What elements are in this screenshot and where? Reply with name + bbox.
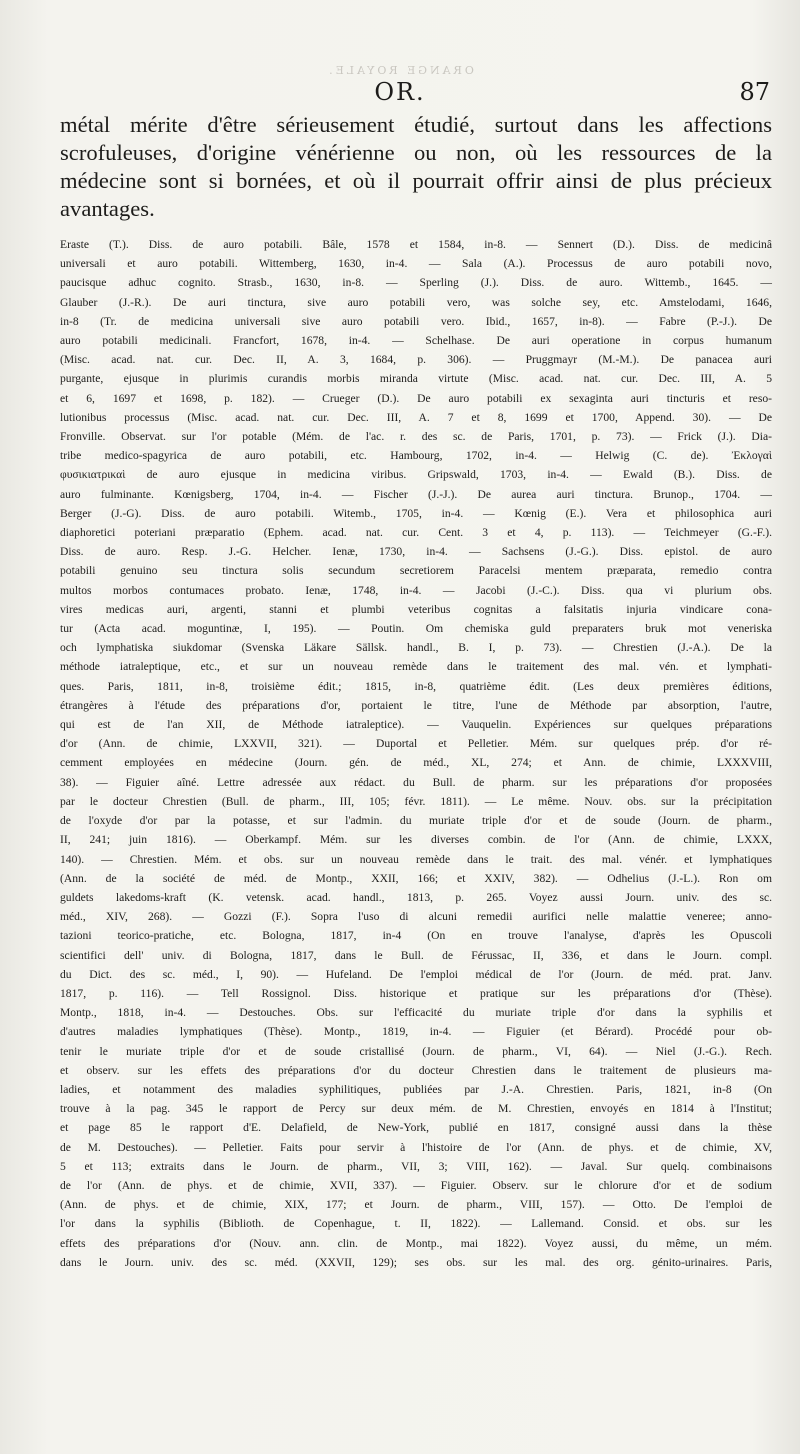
bibliography-line: vires medicas auri, argenti, stanni et plumbi veteribus cognitas a falsitatis injuria vindicare cona- <box>60 602 772 616</box>
bibliography-line: Diss. de auro. Resp. J.-G. Helcher. Ienæ, 1730, in-4. — Sachsens (J.-G.). Diss. epistol. de auro <box>60 545 772 559</box>
bibliography-block <box>60 235 772 1272</box>
bibliography-line: (Ann. de la société de méd. de Montp., XXII, 166; et XXIV, 382). — Odhelius (J.-L.). Ron om <box>60 871 772 885</box>
bibliography-line: Glauber (J.-R.). De auri tinctura, sive auro potabili vero, was solche sey, etc. Amstelodami, 1646, <box>60 295 772 309</box>
bibliography-line: auro fulminante. Kœnigsberg, 1704, in-4. — Fischer (J.-J.). De aurea auri tinctura. Brunop., 1704. — <box>60 487 772 501</box>
bibliography-line: par le docteur Chrestien (Bull. de pharm., III, 105; févr. 1811). — Le même. Nouv. obs. sur la précipitation <box>60 794 772 808</box>
bibliography-line: guldets lakedoms-kraft (K. vetensk. acad. handl., 1813, p. 265. Voyez aussi Journ. univ. des sc. <box>60 890 772 904</box>
bibliography-line: de l'or (Ann. de phys. et de chimie, XVII, 337). — Figuier. Observ. sur le chlorure d'or et de sodium <box>60 1178 772 1192</box>
bibliography-line: 140). — Chrestien. Mém. et obs. sur un nouveau remède dans le trait. des mal. vénér. et lymphatiques <box>60 852 772 866</box>
bibliography-line: dans le Journ. univ. des sc. méd. (XXVII, 129); ses obs. sur les mal. des org. génito-urinaires. Paris, <box>60 1255 772 1269</box>
bibliography-line: méthode iatraleptique, etc., et sur un nouveau remède dans le traitement des mal. vén. et lymphati- <box>60 660 772 674</box>
bibliography-line: (Ann. de phys. et de chimie, XIX, 177; et Journ. de pharm., VIII, 157). — Otto. De l'emploi de <box>60 1198 772 1212</box>
bibliography-line: ques. Paris, 1811, in-8, troisième édit.; 1815, in-8, quatrième édit. (Les deux premières éditions, <box>60 679 772 693</box>
bibliography-line: l'or dans la syphilis (Biblioth. de Copenhague, t. II, 1822). — Lallemand. Consid. et obs. sur les <box>60 1217 772 1231</box>
bibliography-line: et page 85 le rapport d'E. Delafield, de New-York, publié en 1817, consigné aussi dans la thèse <box>60 1121 772 1135</box>
body-paragraph <box>60 111 772 223</box>
bibliography-line: Montp., 1818, in-4. — Destouches. Obs. sur l'efficacité du muriate triple d'or dans la syphilis et <box>60 1006 772 1020</box>
body-text-line: avantages. <box>60 196 155 221</box>
bibliography-line: in-8 (Tr. de medicina universali sive auro potabili vero. Ibid., 1657, in-8). — Fabre (P.-J.). De <box>60 314 772 328</box>
bibliography-line: och lymphatiska siukdomar (Svenska Läkare Sällsk. handl., B. I, p. 73). — Chrestien (J.-A.). De la <box>60 641 772 655</box>
bibliography-line: (Misc. acad. nat. cur. Dec. II, A. 3, 1684, p. 306). — Pruggmayr (M.-M.). De panacea auri <box>60 353 772 367</box>
bibliography-line: qui est de l'an XII, de Méthode iatraleptice). — Vauquelin. Expériences sur quelques préparations <box>60 718 772 732</box>
bibliography-line: trouve à la pag. 345 le rapport de Percy sur deux mém. de M. Chrestien, envoyés en 1814 à l'Institut; <box>60 1102 772 1116</box>
bleed-through-text: ORANGE ROYALE. <box>326 64 474 77</box>
bibliography-line: ladies, et notamment des maladies syphilitiques, publiées par J.-A. Chrestien. Paris, 1821, in-8 (On <box>60 1082 772 1096</box>
bibliography-line: Eraste (T.). Diss. de auro potabili. Bâle, 1578 et 1584, in-8. — Sennert (D.). Diss. de medicinâ <box>60 238 772 251</box>
bibliography-line: d'autres maladies lymphatiques (Thèse). Montp., 1819, in-4. — Figuier (et Bérard). Procédé pour ob- <box>60 1025 772 1039</box>
bibliography-line: paucisque adhuc cognito. Strasb., 1630, in-8. — Sperling (J.). Diss. de auro. Wittemb., 1645. — <box>60 276 772 290</box>
bibliography-line: tur (Acta acad. moguntinæ, I, 195). — Poutin. Om chemiska guld preparaters bruk mot veneriska <box>60 622 772 636</box>
bibliography-line: 1817, p. 116). — Tell Rossignol. Diss. historique et pratique sur les préparations d'or (Thèse). <box>60 986 772 1000</box>
bibliography-line: tenir le muriate triple d'or et de soude cristallisé (Journ. de pharm., VI, 64). — Niel (J.-G.). Rech. <box>60 1044 772 1058</box>
page-header <box>0 78 800 114</box>
bibliography-line: tazioni teorico-pratiche, etc. Bologna, 1817, in-4 (On en trouve l'analyse, d'après les Opuscoli <box>60 929 772 943</box>
bibliography-line: et observ. sur les effets des préparations d'or du docteur Chrestien dans le traitement de plusieurs ma- <box>60 1063 772 1077</box>
bibliography-line: de l'oxyde d'or par la potasse, et sur l'admin. du muriate triple d'or et de soude (Journ. de pharm., <box>60 814 772 828</box>
bibliography-line: φυσικιατρικαὶ de auro ejusque in medicina viribus. Gripswald, 1703, in-4. — Ewald (B.). Diss. de <box>60 468 772 482</box>
bibliography-line: méd., XIV, 268). — Gozzi (F.). Sopra l'uso di alcuni remedii aurifici nelle malattie veneree; anno- <box>60 910 772 924</box>
bibliography-line: purgante, ejusque in plurimis curandis morbis miranda virtute (Misc. acad. nat. cur. Dec. III, A. 5 <box>60 372 772 386</box>
body-text-line: métal mérite d'être sérieusement étudié, surtout dans les affections <box>60 112 772 137</box>
bibliography-line: auro potabili medicinali. Francfort, 1678, in-4. — Schelhase. De auri operatione in corpus humanum <box>60 334 772 348</box>
body-text-line: scrofuleuses, d'origine vénérienne ou non, où les ressources de la <box>60 140 772 165</box>
bibliography-line: et 6, 1697 et 1698, p. 182). — Crueger (D.). De auro potabili ex sexaginta auri tincturis et reso- <box>60 391 772 405</box>
bibliography-line: universali et auro potabili. Wittemberg, 1630, in-4. — Sala (A.). Processus de auro potabili novo, <box>60 257 772 271</box>
bibliography-line: multos morbos contumaces probato. Ienæ, 1748, in-4. — Jacobi (J.-C.). Diss. qua vi plurium obs. <box>60 583 772 597</box>
body-text-line: médecine sont si bornées, et où il pourrait offrir ainsi de plus précieux <box>60 168 772 193</box>
bibliography-line: lutionibus processus (Misc. acad. nat. cur. Dec. III, A. 7 et 8, 1699 et 1700, Append. 30). — De <box>60 410 772 424</box>
bibliography-line: 38). — Figuier aîné. Lettre adressée aux rédact. du Bull. de pharm. sur les préparations d'or proposées <box>60 775 772 789</box>
bibliography-line: tribe medico-spagyrica de auro potabili, etc. Hambourg, 1702, in-4. — Helwig (C. de). Ἐκλογαὶ <box>60 449 772 463</box>
bibliography-line: étrangères à l'étude des préparations d'or, portaient le titre, l'une de Méthode par absorption, l'autre, <box>60 698 772 712</box>
page-number: 87 <box>739 78 770 106</box>
bibliography-line: II, 241; juin 1816). — Oberkampf. Mém. sur les diverses combin. de l'or (Ann. de chimie, LXXX, <box>60 833 772 847</box>
bibliography-line: Berger (J.-G). Diss. de auro potabili. Witemb., 1705, in-4. — Kœnig (E.). Vera et philosophica auri <box>60 506 772 520</box>
running-head: OR. <box>374 78 426 106</box>
bibliography-line: cemment employées en médecine (Journ. gén. de méd., XL, 274; et Ann. de chimie, LXXXVIII, <box>60 756 772 770</box>
bibliography-line: effets des préparations d'or (Nouv. ann. clin. de Montp., mai 1822). Voyez aussi, du même, un mém. <box>60 1236 772 1250</box>
bibliography-line: 5 et 113; extraits dans le Journ. de pharm., VII, 3; VIII, 162). — Javal. Sur quelq. combinaisons <box>60 1159 772 1173</box>
bibliography-line: scientifici dell' univ. di Bologna, 1817, dans le Bull. de Férussac, II, 336, et dans le Journ. compl. <box>60 948 772 962</box>
bibliography-line: de M. Destouches). — Pelletier. Faits pour servir à l'histoire de l'or (Ann. de phys. et de chimie, XV, <box>60 1140 772 1154</box>
bibliography-line: diaphoretici poteriani præparatio (Ephem. acad. nat. cur. Cent. 3 et 4, p. 113). — Teichmeyer (G.-F.). <box>60 526 772 540</box>
bibliography-line: Fronville. Observat. sur l'or potable (Mém. de l'ac. r. des sc. de Paris, 1701, p. 73). — Frick (J.). Dia- <box>60 430 772 444</box>
bibliography-line: du Dict. des sc. méd., I, 90). — Hufeland. De l'emploi médical de l'or (Journ. de méd. prat. Janv. <box>60 967 772 981</box>
bibliography-line: d'or (Ann. de chimie, LXXVII, 321). — Duportal et Pelletier. Mém. sur quelques prép. d'or ré- <box>60 737 772 751</box>
bibliography-line: potabili genuino seu tinctura solis secundum secretiorem Paracelsi mentem præparata, remedio contra <box>60 564 772 578</box>
